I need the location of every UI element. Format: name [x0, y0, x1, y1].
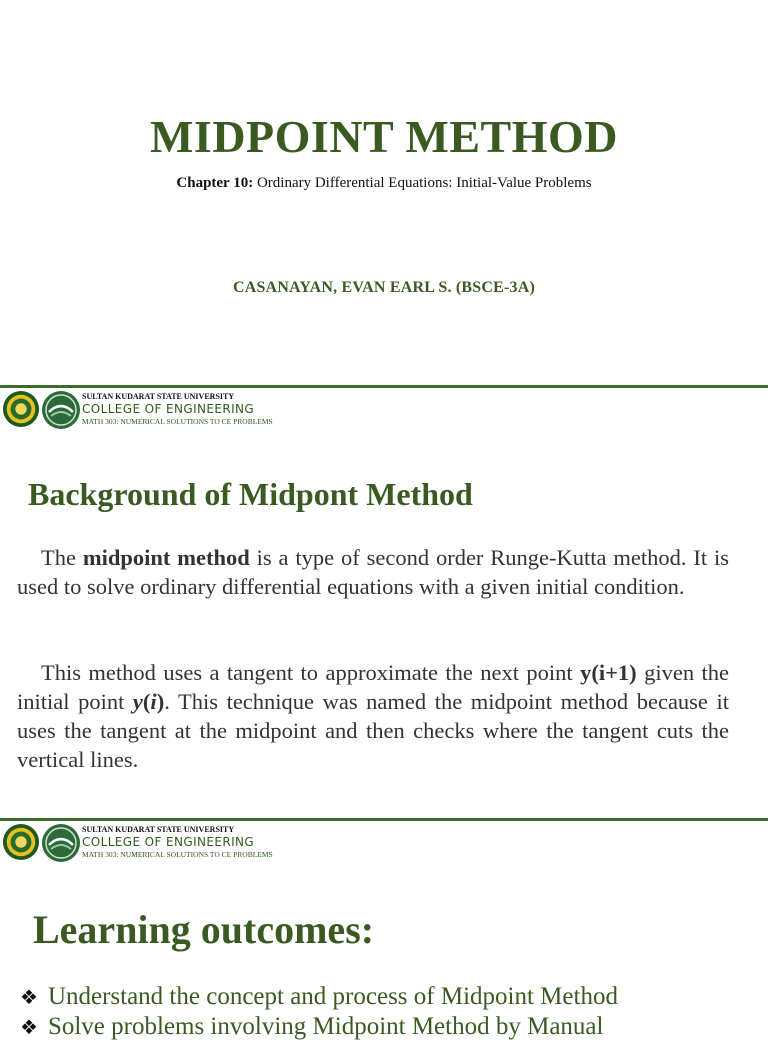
p1-text-b: is a type of second order Runge-Kutta method. It is used to solve ordinary differential equations with a given initial condition.: [17, 545, 730, 599]
chapter-text: Ordinary Differential Equations: Initial-Value Problems: [256, 175, 592, 191]
college-seal-icon: [41, 823, 81, 863]
course-name: MATH 303: NUMERICAL SOLUTIONS TO CE PROBLEMS: [82, 850, 273, 859]
diamond-bullet-icon: ❖: [20, 985, 38, 1009]
background-heading: Background of Midpont Method: [28, 476, 473, 512]
p2-italic-i: i: [150, 689, 157, 714]
p2-bold: y(i+1): [580, 660, 637, 685]
p1-bold: midpoint method: [82, 545, 250, 570]
p2-text-b: given the initial point: [17, 660, 729, 714]
university-name: SULTAN KUDARAT STATE UNIVERSITY: [82, 825, 235, 834]
college-name: COLLEGE OF ENGINEERING: [82, 402, 255, 416]
list-item: [20, 983, 618, 1011]
college-seal-icon: [41, 390, 81, 430]
p2-paren-open: (: [142, 689, 151, 714]
p1-text-a: The: [41, 545, 83, 570]
p2-text-c: . This technique was named the midpoint method because it uses the tangent at the midpoint and then checks where the tangent cuts the vertical lines.: [17, 689, 730, 772]
learning-outcomes-heading: Learning outcomes:: [33, 907, 375, 952]
header-divider: [0, 385, 768, 388]
chapter-subtitle: [0, 175, 768, 192]
header-divider: [0, 818, 768, 821]
course-name: MATH 303: NUMERICAL SOLUTIONS TO CE PROBLEMS: [82, 417, 273, 426]
paragraph-1: [17, 543, 729, 601]
diamond-bullet-icon: ❖: [20, 1015, 38, 1039]
list-item: [20, 1013, 603, 1041]
paragraph-2: [17, 658, 729, 774]
college-name: COLLEGE OF ENGINEERING: [82, 835, 255, 849]
author-name: CASANAYAN, EVAN EARL S. (BSCE-3A): [232, 279, 536, 296]
p2-italic-y: y: [132, 689, 143, 714]
slide-title: MIDPOINT METHOD: [150, 111, 618, 162]
bullet-text: Solve problems involving Midpoint Method by Manual: [47, 1013, 604, 1040]
p2-text-a: This method uses a tangent to approximate the next point: [41, 660, 581, 685]
university-seal-icon: [2, 390, 40, 428]
university-seal-icon: [2, 823, 40, 861]
university-header-2: [0, 818, 768, 868]
university-header: [0, 385, 768, 435]
chapter-label: Chapter 10:: [176, 175, 254, 191]
university-name: SULTAN KUDARAT STATE UNIVERSITY: [82, 392, 235, 401]
p2-paren-close: ): [156, 689, 165, 714]
bullet-text: Understand the concept and process of Midpoint Method: [47, 983, 618, 1010]
